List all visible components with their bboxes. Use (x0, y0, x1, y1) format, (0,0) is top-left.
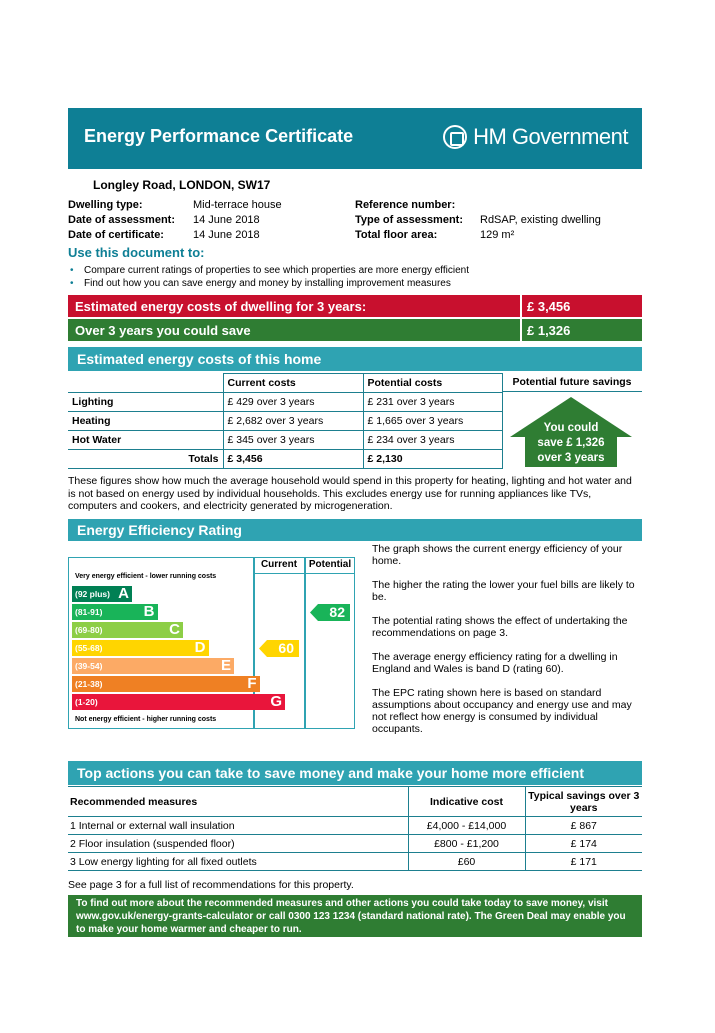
savings-line: save £ 1,326 (537, 437, 605, 449)
reference-label: Reference number: (355, 199, 456, 211)
measure-cost: £800 - £1,200 (408, 835, 525, 853)
royal-crest-icon (443, 125, 467, 149)
rating-band-g (72, 694, 285, 710)
use-document-title: Use this document to: (68, 245, 205, 260)
rating-band-e (72, 658, 234, 674)
band-letter: A (118, 585, 129, 602)
dwelling-type-label: Dwelling type: (68, 199, 143, 211)
band-range: (69-80) (75, 625, 103, 635)
current-rating-tag (259, 640, 299, 657)
costs-note: These figures show how much the average household would spend in this property for heating, lighting and hot water and is not based on energy used by individual households. This excludes energy use for running appliances like TVs, computers and cookers, and electricity generated by microgeneration. (68, 475, 632, 512)
savings-line: You could (543, 422, 599, 434)
table-row (68, 431, 502, 450)
table-row (68, 817, 642, 835)
current-column-header: Current (260, 559, 298, 570)
measure-name: 1 Internal or external wall insulation (68, 817, 408, 835)
could-save-value: £ 1,326 (520, 319, 642, 341)
efficiency-section-title: Energy Efficiency Rating (68, 519, 642, 541)
epc-header (68, 108, 642, 169)
band-letter: E (220, 657, 231, 674)
government-logo-text: HM Government (473, 124, 628, 149)
rating-band-c (72, 622, 183, 638)
efficiency-text-3: The potential rating shows the effect of undertaking the recommendations on page 3. (372, 615, 628, 639)
table-header (68, 374, 223, 393)
savings-arrow-text (510, 421, 632, 466)
measure-saving: £ 174 (525, 835, 642, 853)
table-header: Typical savings over 3 years (525, 787, 642, 817)
rating-band-a (72, 586, 132, 602)
costs-section-title: Estimated energy costs of this home (68, 347, 642, 371)
band-letter: D (194, 639, 206, 656)
costs-table (68, 373, 503, 469)
current-rating-value: 60 (278, 640, 294, 656)
efficiency-text-5: The EPC rating shown here is based on standard assumptions about occupancy and energy use and may not reflect how energy is consumed by individual occupants. (372, 687, 632, 735)
band-letter: B (143, 603, 155, 620)
property-address: Longley Road, LONDON, SW17 (93, 178, 271, 192)
table-header: Recommended measures (68, 787, 408, 817)
efficiency-text-1: The graph shows the current energy efficiency of your home. (372, 543, 623, 567)
table-header: Current costs (223, 374, 363, 393)
band-range: (55-68) (75, 643, 103, 653)
green-deal-footer: To find out more about the recommended measures and other actions you could take today to save money, visit www.gov.uk/energy-grants-calculator or call 0300 123 1234 (standard national rate). The Green Deal may enable you to make your home warmer and cheaper to run. (68, 895, 642, 937)
measure-name: 3 Low energy lighting for all fixed outlets (68, 853, 408, 871)
recommendations-footnote: See page 3 for a full list of recommendations for this property. (68, 879, 354, 891)
scale-bottom-note: Not energy efficient - higher running costs (75, 716, 217, 723)
page-title: Energy Performance Certificate (84, 126, 354, 146)
estimated-cost-bar (68, 295, 642, 317)
rating-band-f (72, 676, 260, 692)
rating-band-d (72, 640, 209, 656)
date-certificate-label: Date of certificate: (68, 229, 164, 241)
actions-table (68, 786, 642, 871)
assessment-type-value: RdSAP, existing dwelling (480, 214, 601, 226)
measure-cost: £60 (408, 853, 525, 871)
cost-item: Hot Water (68, 431, 223, 450)
cost-item: Lighting (68, 393, 223, 412)
table-row (68, 393, 502, 412)
use-document-list (68, 264, 469, 290)
cost-potential: £ 1,665 over 3 years (363, 412, 502, 431)
table-header-row (68, 374, 502, 393)
table-header-row (68, 787, 642, 817)
total-current: £ 3,456 (223, 450, 363, 469)
table-header: Indicative cost (408, 787, 525, 817)
band-range: (21-38) (75, 679, 103, 689)
government-logo (473, 124, 628, 150)
floor-area-label: Total floor area: (355, 229, 438, 241)
band-range: (81-91) (75, 607, 103, 617)
rating-band-b (72, 604, 158, 620)
band-range: (1-20) (75, 697, 98, 707)
dwelling-type-value: Mid-terrace house (193, 199, 282, 211)
measure-name: 2 Floor insulation (suspended floor) (68, 835, 408, 853)
cost-current: £ 429 over 3 years (223, 393, 363, 412)
totals-label: Totals (68, 450, 223, 469)
date-certificate-value: 14 June 2018 (193, 229, 260, 241)
band-letter: F (247, 675, 257, 692)
measure-cost: £4,000 - £14,000 (408, 817, 525, 835)
cost-current: £ 2,682 over 3 years (223, 412, 363, 431)
actions-section-title: Top actions you can take to save money and make your home more efficient (68, 761, 642, 785)
efficiency-text-4: The average energy efficiency rating for a dwelling in England and Wales is band D (rating 60). (372, 651, 618, 675)
measure-saving: £ 171 (525, 853, 642, 871)
estimated-cost-label: Estimated energy costs of dwelling for 3 years: (75, 299, 367, 314)
band-letter: G (270, 693, 282, 710)
estimated-cost-value: £ 3,456 (520, 295, 642, 317)
total-potential: £ 2,130 (363, 450, 502, 469)
measure-saving: £ 867 (525, 817, 642, 835)
list-item: • Find out how you can save energy and money by installing improvement measures (68, 277, 469, 290)
chart-divider (304, 557, 306, 729)
band-range: (92 plus) (75, 589, 110, 599)
could-save-label: Over 3 years you could save (75, 323, 251, 338)
assessment-type-label: Type of assessment: (355, 214, 464, 226)
cost-potential: £ 231 over 3 years (363, 393, 502, 412)
potential-column-header: Potential (308, 559, 352, 570)
band-letter: C (169, 621, 180, 638)
table-header: Potential costs (363, 374, 502, 393)
cost-potential: £ 234 over 3 years (363, 431, 502, 450)
band-range: (39-54) (75, 661, 103, 671)
scale-top-note: Very energy efficient - lower running costs (75, 573, 217, 580)
savings-header: Potential future savings (502, 373, 642, 392)
cost-item: Heating (68, 412, 223, 431)
potential-rating-tag (310, 604, 350, 621)
date-assessment-value: 14 June 2018 (193, 214, 260, 226)
floor-area-value: 129 m² (480, 229, 515, 241)
table-row (68, 853, 642, 871)
efficiency-text-2: The higher the rating the lower your fuel bills are likely to be. (372, 579, 635, 603)
table-row (68, 412, 502, 431)
potential-rating-value: 82 (329, 604, 345, 620)
could-save-bar (68, 319, 642, 341)
totals-row (68, 450, 502, 469)
date-assessment-label: Date of assessment: (68, 214, 175, 226)
cost-current: £ 345 over 3 years (223, 431, 363, 450)
list-item: • Compare current ratings of properties to see which properties are more energy efficient (68, 264, 469, 277)
chart-divider (253, 573, 355, 574)
savings-line: over 3 years (537, 452, 605, 464)
table-row (68, 835, 642, 853)
